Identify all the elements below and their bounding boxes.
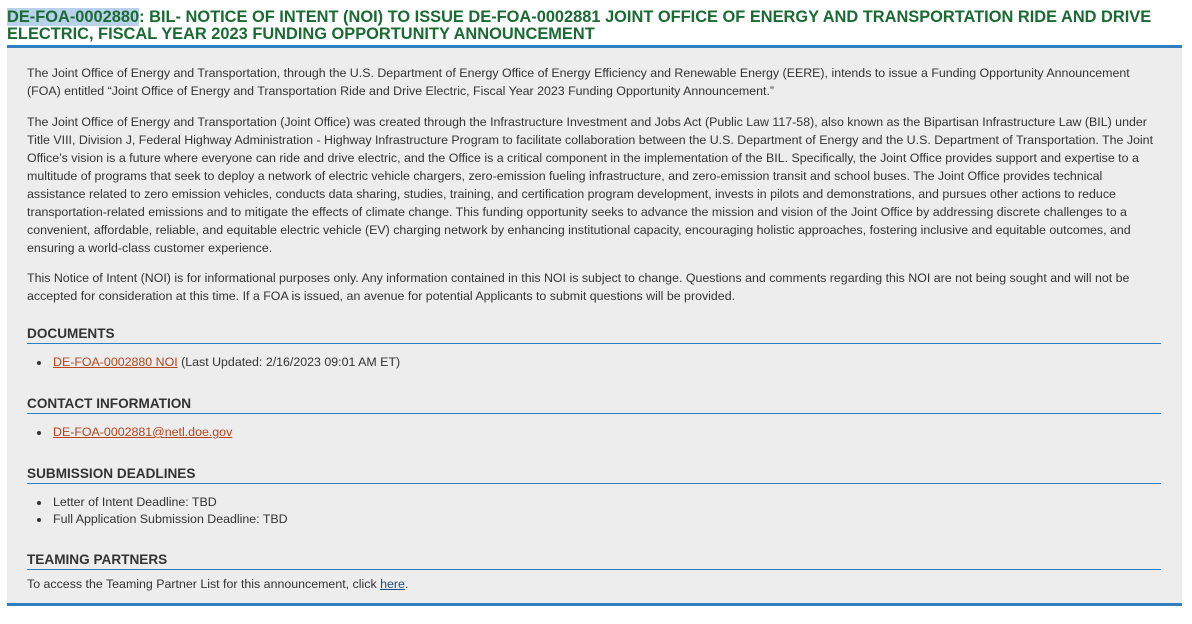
contact-heading: CONTACT INFORMATION [27, 396, 192, 411]
contact-email-link[interactable]: DE-FOA-0002881@netl.doe.gov [53, 425, 233, 439]
contact-list [27, 424, 232, 441]
page-title [7, 9, 1183, 43]
foa-id-highlight: DE-FOA-0002880 [7, 8, 140, 26]
contact-section-header [27, 396, 1161, 414]
teaming-description: To access the Teaming Partner List for this announcement, click [27, 577, 381, 591]
notice-paragraph: This Notice of Intent (NOI) is for informational purposes only. Any information contained in this NOI is subject to change. Questions and comments regarding this NOI are not being sought and will not be accepted for consideration at this time. If a FOA is issued, an avenue for potential Applicants to submit questions will be provided. [27, 271, 1130, 303]
title-text: : BIL- NOTICE OF INTENT (NOI) TO ISSUE DE-FOA-0002881 JOINT OFFICE OF ENERGY AND TRANSPORTATION RIDE AND DRIVE ELECTRIC, FISCAL YEAR 2023 FUNDING OPPORTUNITY ANNOUNCEMENT [7, 8, 1152, 43]
content-panel [7, 45, 1182, 606]
document-link[interactable]: DE-FOA-0002880 NOI [53, 355, 178, 369]
teaming-heading: TEAMING PARTNERS [27, 552, 168, 567]
contact-item [53, 424, 232, 441]
teaming-section-header [27, 552, 1161, 570]
deadline-item: Letter of Intent Deadline: TBD [53, 494, 288, 511]
documents-list [27, 354, 400, 371]
description-paragraph: The Joint Office of Energy and Transportation (Joint Office) was created through the Infrastructure Investment and Jobs Act (Public Law 117-58), also known as the Bipartisan Infrastructure Law (BIL) under Title VIII, Division J, Federal Highway Administration - Highway Infrastructure Program to facilitate collaboration between the U.S. Department of Energy and the U.S. Department of Transportation. The Joint Office’s vision is a future where everyone can ride and drive electric, and the Office is a critical component in the implementation of the BIL. Specifically, the Joint Office provides support and expertise to a multitude of programs that seek to deploy a network of electric vehicle chargers, zero-emission fueling infrastructure, and zero-emission transit and school buses. The Joint Office provides technical assistance related to zero emission vehicles, conducts data sharing, studies, training, and certification program development, invests in pilots and demonstrations, and pursues other actions to reduce transportation-related emissions and to mitigate the effects of climate change. This funding opportunity seeks to advance the mission and vision of the Joint Office by addressing discrete challenges to a convenient, affordable, reliable, and equitable electric vehicle (EV) charging network by enhancing institutional capacity, encouraging holistic approaches, fostering inclusive and equitable outcomes, and ensuring a world-class customer experience. [27, 115, 1154, 255]
document-item [53, 354, 400, 371]
documents-heading: DOCUMENTS [27, 326, 115, 341]
document-updated: (Last Updated: 2/16/2023 09:01 AM ET) [177, 355, 401, 369]
deadline-item: Full Application Submission Deadline: TBD [53, 512, 288, 526]
teaming-suffix: . [404, 577, 409, 591]
teaming-link[interactable]: here [380, 577, 405, 591]
intro-paragraph: The Joint Office of Energy and Transportation, through the U.S. Department of Energy Office of Energy Efficiency and Renewable Energy (EERE), intends to issue a Funding Opportunity Announcement (FOA) entitled “Joint Office of Energy and Transportation Ride and Drive Electric, Fiscal Year 2023 Funding Opportunity Announcement.” [27, 66, 1130, 98]
teaming-text [27, 576, 408, 593]
deadlines-section-header [27, 466, 1161, 484]
deadlines-list [27, 494, 288, 528]
deadlines-heading: SUBMISSION DEADLINES [27, 466, 196, 481]
documents-section-header [27, 326, 1161, 344]
